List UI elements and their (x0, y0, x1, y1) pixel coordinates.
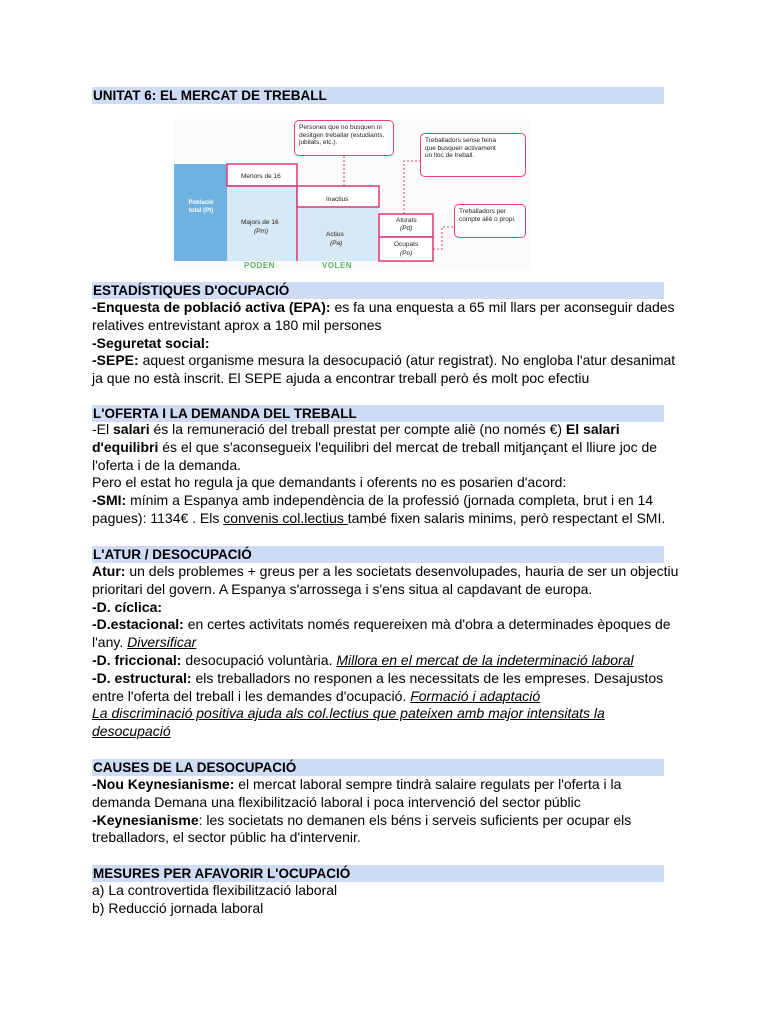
poblacio-label: Població total (Pt) (188, 200, 214, 214)
section-heading-atur: L'ATUR / DESOCUPACIÓ (92, 546, 664, 563)
labour-market-diagram (174, 119, 530, 270)
note-ocupats: Treballadors per compte aliè o propi. (454, 204, 526, 238)
section-heading-estadistiques: ESTADÍSTIQUES D'OCUPACIÓ (92, 282, 664, 299)
section-body-oferta: -El salari és la remuneració del treball prestat per compte aliè (no només €) El salari d'equilibri és el que s'aconsegueix l'equilibri del mercat de treball mitjançant el lliure joc de l'oferta i de la demanda. Pero el estat ho regula ja que demandants i oferents no es posarien d'acord: -SMI: mínim a Espanya amb independència de la professió (jornada completa, brut i en 14 pagues): 1134€ . Els convenis col.lectius també fixen salaris minims, però respectant el SMI. (92, 421, 666, 526)
ocupats-symbol: (Po) (400, 250, 413, 257)
section-body-causes: -Nou Keynesianisme: el mercat laboral sempre tindrà salaire regulats per l'oferta i la demanda Demana una flexibilització laboral i poca intervenció del sector públic -Keynesianisme: les societats no demanen els béns i serveis suficients per ocupar els treballadors, el sector públic ha d'intervenir. (92, 776, 632, 846)
list-item: b) Reducció jornada laboral (92, 899, 264, 916)
aturats-symbol: (Pd) (400, 225, 413, 232)
list-item: a) La controvertida flexibilització laboral (92, 882, 338, 898)
majors-symbol: (Pm) (254, 228, 269, 235)
majors-label: Majors de 16 (241, 219, 279, 226)
section-heading-causes: CAUSES DE LA DESOCUPACIÓ (92, 759, 664, 776)
ocupats-label: Ocupats (394, 241, 419, 248)
section-heading-mesures: MESURES PER AFAVORIR L'OCUPACIÓ (92, 865, 664, 882)
volen-label: VOLEN (322, 261, 353, 270)
note-aturats: Treballadors sense feina que busquen activament un lloc de treball. (420, 133, 526, 177)
section-body-estadistiques: -Enquesta de població activa (EPA): es fa una enquesta a 65 mil llars per aconseguir dades relatives entrevistant aprox a 180 mil persones -Seguretat social: -SEPE: aquest organisme mesura la desocupació (atur registrat). No engloba l'atur desanimat ja que no està inscrit. El SEPE ajuda a encontrar treball però és molt poc efectiu (92, 299, 676, 387)
section-body-atur: Atur: un dels problemes + greus per a les societats desenvolupades, hauria de ser un objectiu prioritari del govern. A Espanya s'arrossega i s'ens situa al capdavant de europa. -D. cíclica: -D.estacional: en certes activitats només requereixen mà d'obra a determinades èpoques de l'any. Diversificar -D. friccional: desocupació voluntària. Millora en el mercat de la indeterminació laboral -D. estructural: els treballadors no responen a les necessitats de les empreses. Desajustos entre l'oferta del treball i les demandes d'ocupació. Formació i adaptació La discriminació positiva ajuda als col.lectius que pateixen amb major intensitats la desocupació (92, 563, 679, 740)
note-inactius: Persones que no busquen ni desitgen treballar (estudiants, jubilats, etc.). (294, 120, 394, 156)
menors-label: Menors de 16 (241, 173, 281, 180)
section-body-mesures (92, 882, 682, 918)
actius-label: Actius (326, 231, 344, 238)
aturats-label: Aturats (396, 217, 417, 224)
actius-symbol: (Pa) (330, 240, 343, 247)
section-heading-oferta: L'OFERTA I LA DEMANDA DEL TREBALL (92, 405, 664, 422)
page-title: UNITAT 6: EL MERCAT DE TREBALL (92, 87, 664, 104)
inactius-label: Inactius (326, 196, 349, 203)
poden-label: PODEN (244, 261, 275, 270)
